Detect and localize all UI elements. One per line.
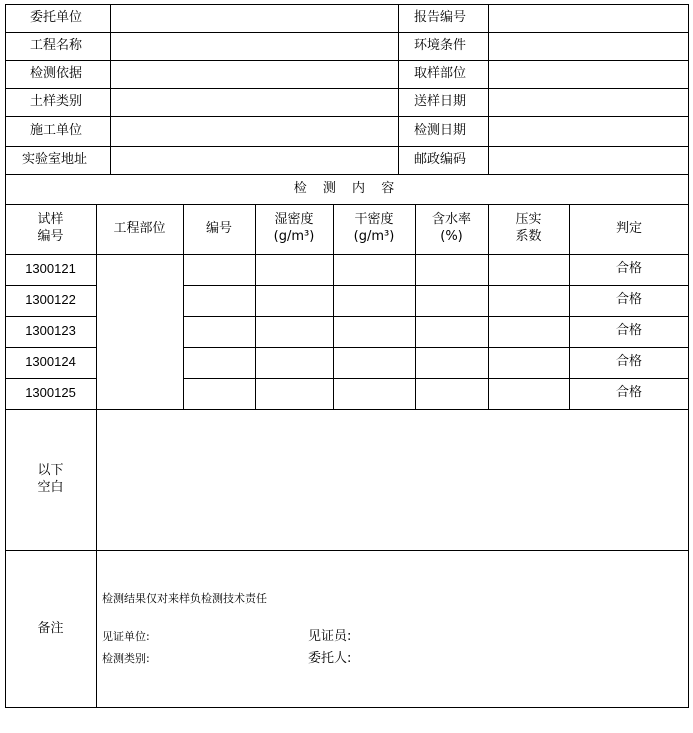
label-postal-code: 邮政编码 xyxy=(414,151,467,167)
label-delivery-date: 送样日期 xyxy=(414,93,467,109)
client-label: 委托人: xyxy=(308,650,352,666)
col-moisture: 含水率 (%) xyxy=(431,212,471,244)
label-soil-type: 土样类别 xyxy=(30,93,83,109)
col-project-part: 工程部位 xyxy=(113,220,166,236)
sample-no-cell: 1300121 xyxy=(25,261,76,277)
judgement-cell: 合格 xyxy=(615,292,642,308)
label-environment: 环境条件 xyxy=(414,37,467,53)
blank-note: 以下 空白 xyxy=(37,462,64,495)
judgement-cell: 合格 xyxy=(615,385,642,401)
judgement-cell: 合格 xyxy=(615,261,642,277)
col-sample-no: 试样 编号 xyxy=(37,212,64,244)
witness-unit-label: 见证单位: xyxy=(102,629,150,643)
test-type-label: 检测类别: xyxy=(102,651,150,665)
label-construction-unit: 施工单位 xyxy=(30,122,83,138)
label-client-unit: 委托单位 xyxy=(30,9,83,25)
judgement-cell: 合格 xyxy=(615,323,642,339)
remarks-label: 备注 xyxy=(37,620,64,636)
label-test-basis: 检测依据 xyxy=(30,65,83,81)
label-test-date: 检测日期 xyxy=(414,122,467,138)
col-code: 编号 xyxy=(205,220,232,236)
col-judgement: 判定 xyxy=(615,220,642,236)
label-project-name: 工程名称 xyxy=(30,37,83,53)
judgement-cell: 合格 xyxy=(615,354,642,370)
label-lab-address: 实验室地址 xyxy=(22,151,88,167)
label-sampling-part: 取样部位 xyxy=(414,65,467,81)
sample-no-cell: 1300123 xyxy=(25,323,76,339)
col-wet-density: 湿密度 (g/m³) xyxy=(273,212,315,244)
remarks-statement: 检测结果仅对来样负检测技术责任 xyxy=(102,591,267,605)
col-dry-density: 干密度 (g/m³) xyxy=(353,212,395,244)
sample-no-cell: 1300122 xyxy=(25,292,76,308)
witness-label: 见证员: xyxy=(308,628,352,644)
label-report-no: 报告编号 xyxy=(414,9,467,25)
section-title: 检 测 内 容 xyxy=(293,180,401,196)
col-compaction: 压实 系数 xyxy=(515,212,542,244)
sample-no-cell: 1300125 xyxy=(25,385,76,401)
sample-no-cell: 1300124 xyxy=(25,354,76,370)
